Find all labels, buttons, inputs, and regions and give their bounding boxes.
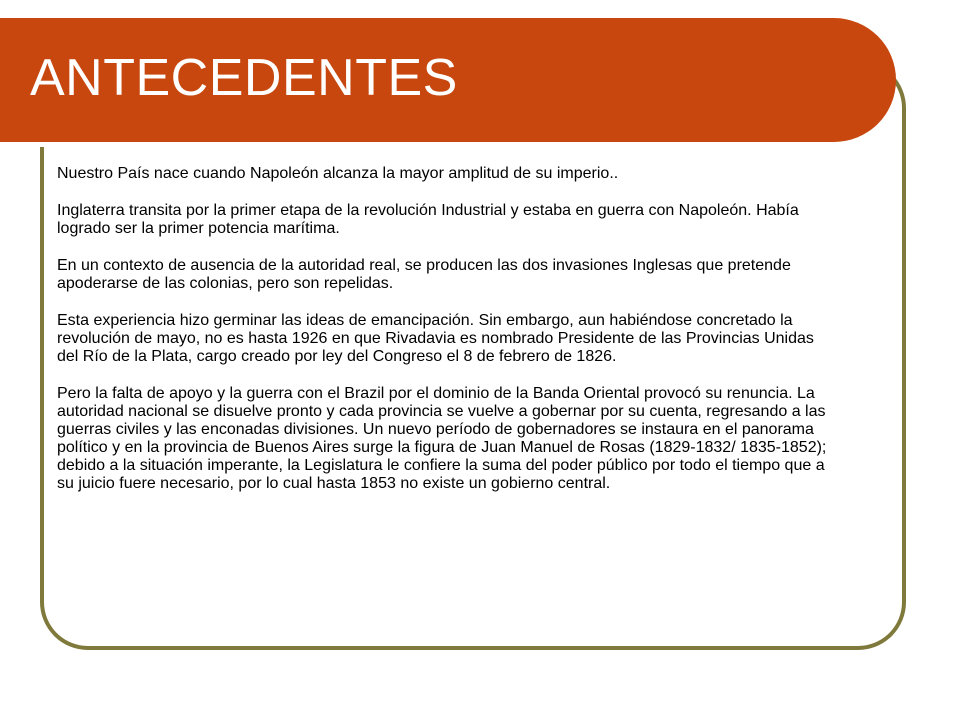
slide-title: ANTECEDENTES — [30, 49, 458, 107]
paragraph-invasiones: En un contexto de ausencia de la autoridad real, se producen las dos invasiones Inglesas que pretende apoderarse de las colonias, pero son repelidas. — [57, 257, 791, 292]
title-underline — [0, 142, 848, 147]
title-banner — [0, 18, 896, 142]
paragraph-napoleon: Nuestro País nace cuando Napoleón alcanza la mayor amplitud de su imperio.. — [57, 165, 619, 182]
body-text — [57, 165, 837, 512]
paragraph-rosas: Pero la falta de apoyo y la guerra con el Brazil por el dominio de la Banda Oriental provocó su renuncia. La autoridad nacional se disuelve pronto y cada provincia se vuelve a gobernar por su cuenta, regresando a las guerras civiles y las enconadas divisiones. Un nuevo período de gobernadores se instaura en el panorama político y en la provincia de Buenos Aires surge la figura de Juan Manuel de Rosas (1829-1832/ 1835-1852); debido a la situación imperante, la Legislatura le confiere la suma del poder público por todo el tiempo que a su juicio fuere necesario, por lo cual hasta 1853 no existe un gobierno central. — [57, 385, 827, 492]
paragraph-emancipacion: Esta experiencia hizo germinar las ideas de emancipación. Sin embargo, aun habiéndose concretado la revolución de mayo, no es hasta 1926 en que Rivadavia es nombrado Presidente de las Provincias Unidas del Río de la Plata, cargo creado por ley del Congreso el 8 de febrero de 1826. — [57, 312, 814, 365]
paragraph-inglaterra: Inglaterra transita por la primer etapa de la revolución Industrial y estaba en guerra con Napoleón. Había logrado ser la primer potencia marítima. — [57, 202, 799, 237]
